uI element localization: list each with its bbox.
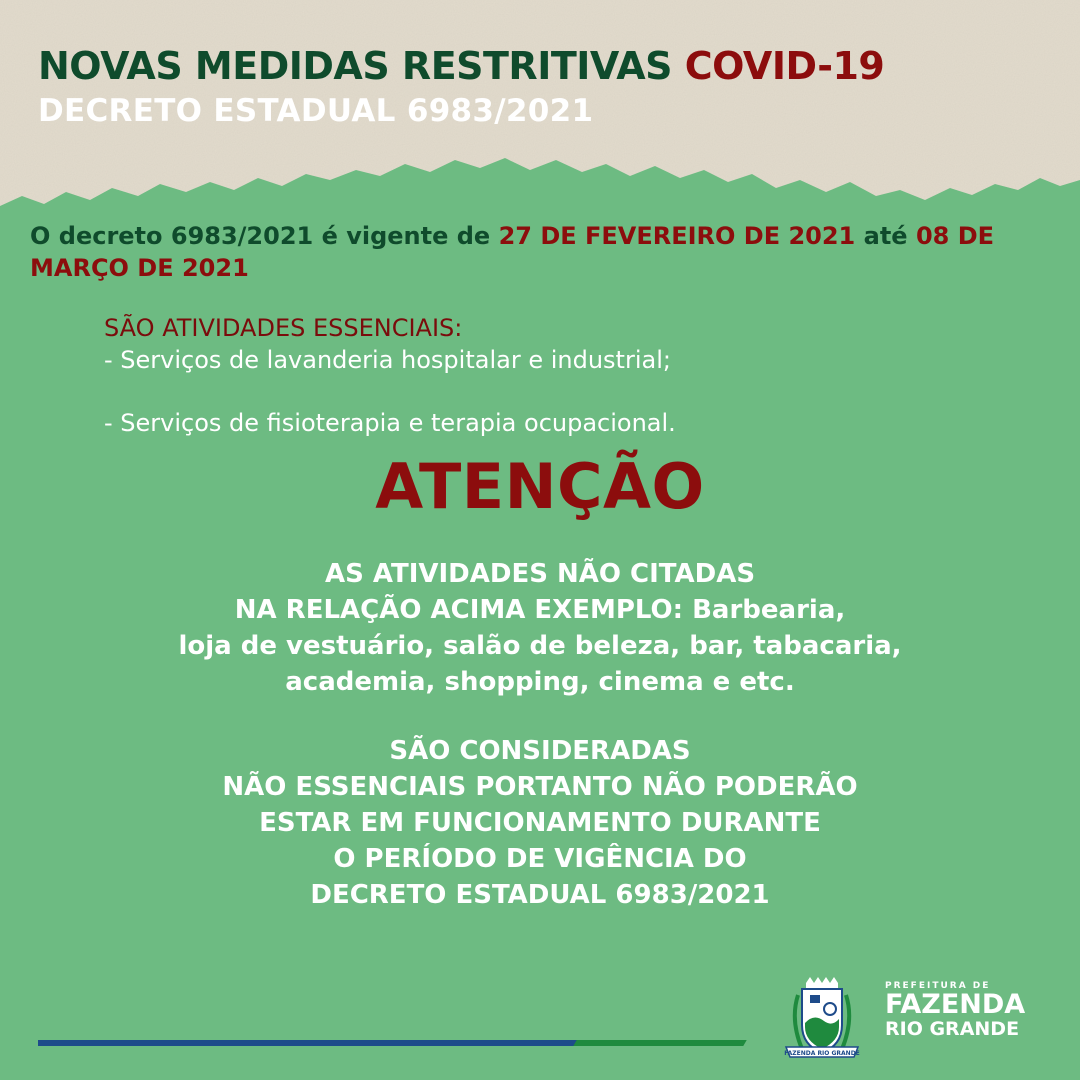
page-title	[38, 44, 884, 88]
brand-subname: RIO GRANDE	[885, 1018, 1020, 1040]
spacer	[104, 376, 1004, 407]
brand-name: FAZENDA	[885, 989, 1026, 1020]
non-cited-activities-paragraph	[60, 556, 1020, 700]
attention-heading: ATENÇÃO	[375, 450, 705, 523]
notice-line: O PERÍODO DE VIGÊNCIA DO	[333, 844, 747, 874]
validity-end-date: 08 DE MARÇO DE 2021	[30, 222, 995, 282]
notice-line: SÃO CONSIDERADAS	[389, 736, 691, 766]
notice-line: loja de vestuário, salão de beleza, bar, tabacaria,	[178, 631, 902, 661]
essential-item: - Serviços de lavanderia hospitalar e industrial;	[104, 346, 671, 374]
essential-item: - Serviços de fisioterapia e terapia ocupacional.	[104, 409, 676, 437]
footer-bar-green	[573, 1040, 746, 1046]
validity-text-mid: até	[863, 222, 908, 250]
notice-line: AS ATIVIDADES NÃO CITADAS	[324, 559, 756, 589]
footer-bar-blue	[38, 1040, 578, 1046]
notice-line: academia, shopping, cinema e etc.	[285, 667, 795, 697]
title-main: NOVAS MEDIDAS RESTRITIVAS	[38, 44, 673, 88]
title-accent: COVID-19	[684, 44, 885, 88]
brand-logo	[885, 981, 1025, 1039]
essential-heading: SÃO ATIVIDADES ESSENCIAIS:	[104, 314, 463, 342]
notice-line: NÃO ESSENCIAIS PORTANTO NÃO PODERÃO	[222, 772, 858, 802]
essential-activities	[104, 312, 1004, 439]
city-seal-icon	[772, 975, 872, 1060]
page-subtitle: DECRETO ESTADUAL 6983/2021	[38, 93, 594, 129]
validity-start-date: 27 DE FEVEREIRO DE 2021	[498, 222, 856, 250]
notice-line: NA RELAÇÃO ACIMA EXEMPLO: Barbearia,	[234, 595, 846, 625]
validity-paragraph	[30, 220, 1050, 284]
non-essential-paragraph	[60, 733, 1020, 913]
notice-line: ESTAR EM FUNCIONAMENTO DURANTE	[259, 808, 821, 838]
validity-text-start: O decreto 6983/2021 é vigente de	[30, 222, 491, 250]
notice-line: DECRETO ESTADUAL 6983/2021	[310, 880, 770, 910]
brand-prefix: PREFEITURA DE	[885, 981, 991, 991]
seal-ribbon-text: FAZENDA RIO GRANDE	[784, 1050, 860, 1057]
